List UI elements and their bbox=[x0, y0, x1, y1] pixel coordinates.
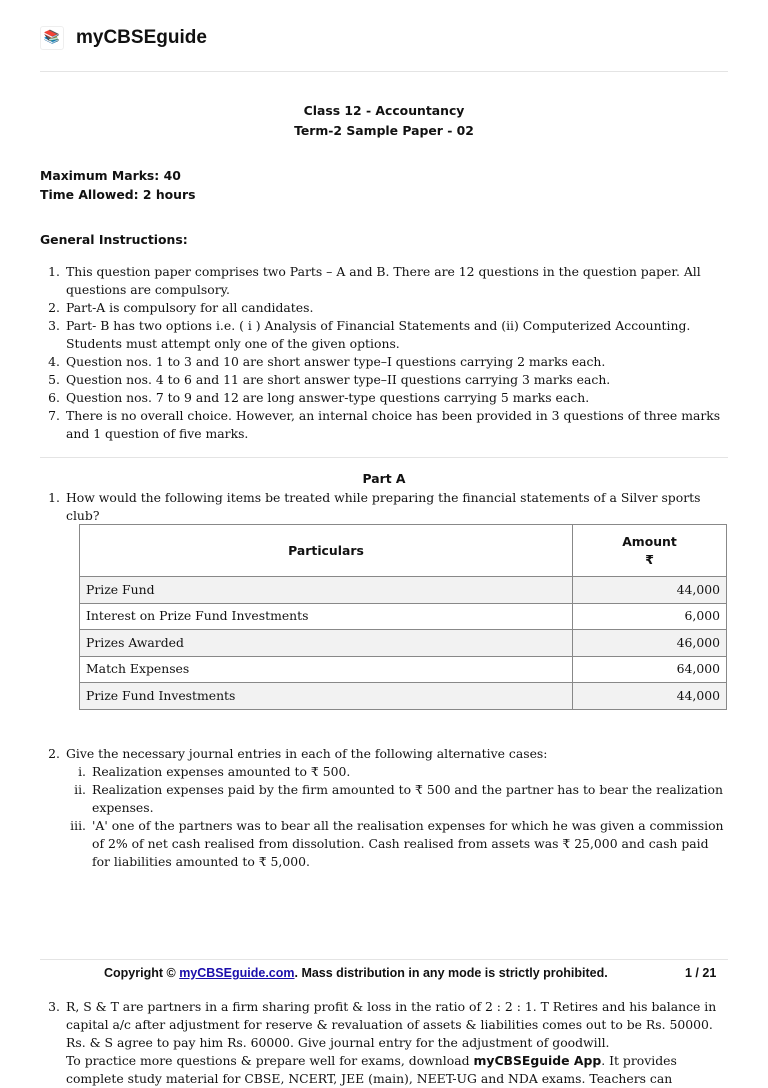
particular: Interest on Prize Fund Investments bbox=[80, 603, 573, 630]
books-icon: 📚 bbox=[40, 26, 64, 50]
instruction-item: 5. Question nos. 4 to 6 and 11 are short answer type–II questions carrying 3 marks each. bbox=[48, 372, 611, 387]
max-marks: Maximum Marks: 40 bbox=[40, 168, 181, 183]
sub-question: iii. 'A' one of the partners was to bear all the realisation expenses for which he was given a commission of 2% of net cash realised from dissolution. Cash realised from assets was ₹ 25,000 and cash paid for liabilities amounted to ₹ 5,000. bbox=[70, 818, 724, 869]
table-row bbox=[80, 603, 727, 630]
app-name: myCBSEguide App bbox=[473, 1053, 602, 1068]
col-particulars: Particulars bbox=[80, 525, 573, 577]
table-row bbox=[80, 656, 727, 683]
col-amount: Amount ₹ bbox=[573, 525, 727, 577]
brand-name: myCBSEguide bbox=[76, 27, 207, 48]
amount: 64,000 bbox=[573, 656, 727, 683]
amount: 6,000 bbox=[573, 603, 727, 630]
question-2: 2. Give the necessary journal entries in each of the following alternative cases: i. Realization expenses amounted to ₹ 500. ii. Realization expenses paid by the firm amounted to ₹ 500 and the partner has to bear the realization expenses. iii. 'A' one of the partners was to bear all the realisation expenses for which he was given a commission of 2% of net cash realised from dissolution. Cash realised from assets was ₹ 25,000 and cash paid for liabilities amounted to ₹ 5,000. bbox=[40, 745, 730, 871]
time-allowed: Time Allowed: 2 hours bbox=[40, 187, 196, 202]
question-3: 3. R, S & T are partners in a firm sharing profit & loss in the ratio of 2 : 2 : 1. T Retires and his balance in capital a/c after adjustment for reserve & revaluation of assets & liabilities comes out to be Rs. 50000. Rs. & S agree to pay him Rs. 60000. Give journal entry for the adjustment of goodwill. To practice more questions & prepare well for exams, download myCBSEguide App. It provides complete study material for CBSE, NCERT, JEE (main), NEET-UG and NDA exams. Teachers can bbox=[48, 999, 717, 1086]
sub-question: i. Realization expenses amounted to ₹ 500. bbox=[78, 764, 351, 779]
instruction-item: 2. Part-A is compulsory for all candidates. bbox=[48, 300, 314, 315]
instruction-item: 6. Question nos. 7 to 9 and 12 are long answer-type questions carrying 5 marks each. bbox=[48, 390, 590, 405]
divider bbox=[40, 457, 728, 458]
paper-subtitle: Term-2 Sample Paper - 02 bbox=[294, 123, 474, 138]
table-row bbox=[80, 577, 727, 604]
particular: Prizes Awarded bbox=[80, 630, 573, 657]
items-table bbox=[79, 524, 727, 710]
divider bbox=[40, 959, 728, 960]
instruction-item: 7. There is no overall choice. However, an internal choice has been provided in 3 questions of three marks and 1 question of five marks. bbox=[48, 408, 721, 441]
table-row bbox=[80, 630, 727, 657]
instruction-item: 4. Question nos. 1 to 3 and 10 are short answer type–I questions carrying 2 marks each. bbox=[48, 354, 606, 369]
site-link[interactable]: myCBSEguide.com bbox=[179, 966, 295, 980]
page-number: 1 / 21 bbox=[685, 966, 717, 980]
particular: Match Expenses bbox=[80, 656, 573, 683]
instructions-list bbox=[40, 263, 730, 443]
instruction-item: 3. Part- B has two options i.e. ( i ) Analysis of Financial Statements and (ii) Computerized Accounting. Students must attempt only one of the given options. bbox=[48, 318, 691, 351]
instructions-heading: General Instructions: bbox=[40, 232, 188, 247]
instruction-item: 1. This question paper comprises two Parts – A and B. There are 12 questions in the question paper. All questions are compulsory. bbox=[48, 264, 701, 297]
amount: 44,000 bbox=[573, 683, 727, 710]
paper-title: Class 12 - Accountancy bbox=[303, 103, 465, 118]
particular: Prize Fund Investments bbox=[80, 683, 573, 710]
amount: 46,000 bbox=[573, 630, 727, 657]
table-row bbox=[80, 683, 727, 710]
sub-question: ii. Realization expenses paid by the firm amounted to ₹ 500 and the partner has to bear the realization expenses. bbox=[74, 782, 723, 815]
divider bbox=[40, 71, 728, 72]
question-1: 1. How would the following items be treated while preparing the financial statements of a Silver sports club? bbox=[48, 490, 701, 523]
amount: 44,000 bbox=[573, 577, 727, 604]
header bbox=[40, 26, 207, 50]
particular: Prize Fund bbox=[80, 577, 573, 604]
part-a-heading: Part A bbox=[362, 471, 406, 486]
